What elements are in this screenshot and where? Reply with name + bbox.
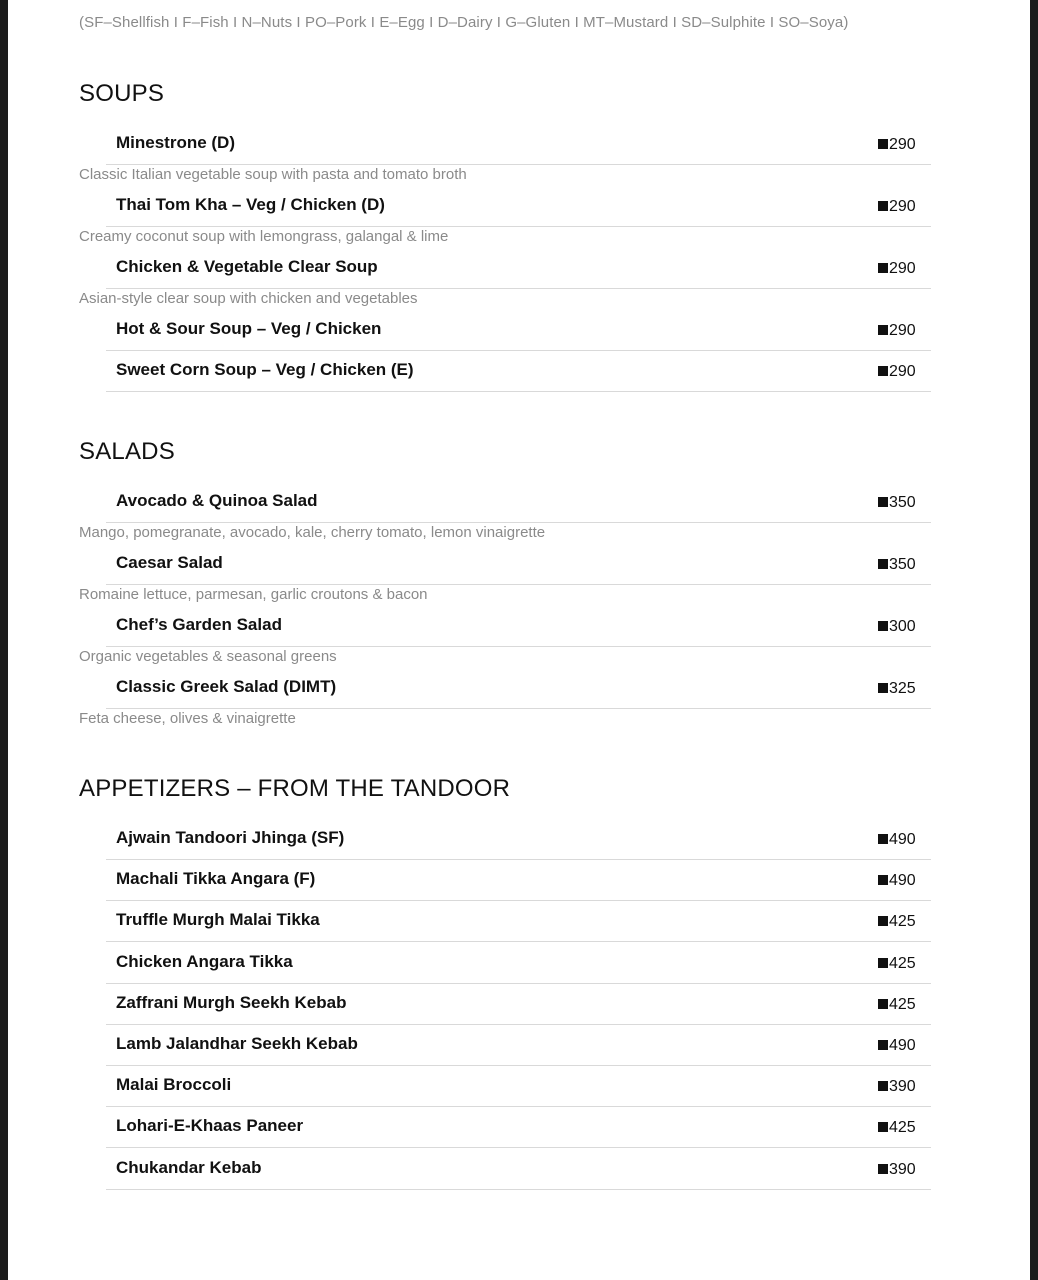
item-divider [106, 646, 931, 647]
item-name: Lamb Jalandhar Seekh Kebab [116, 1034, 358, 1053]
currency-symbol-icon [878, 1040, 888, 1050]
item-name: Chicken & Vegetable Clear Soup [116, 257, 378, 276]
price-value: 290 [889, 198, 916, 215]
item-price [878, 260, 916, 278]
item-divider [106, 1065, 931, 1066]
price-value: 425 [889, 954, 916, 972]
item-description: Romaine lettuce, parmesan, garlic croutons & bacon [79, 586, 428, 603]
item-price [878, 1161, 916, 1179]
currency-symbol-icon [878, 1164, 888, 1174]
item-divider [106, 584, 931, 585]
item-divider [106, 1024, 931, 1025]
item-price [878, 494, 916, 512]
item-name: Truffle Murgh Malai Tikka [116, 910, 320, 930]
item-divider [106, 1106, 931, 1107]
currency-symbol-icon [878, 559, 888, 569]
price-value: 290 [889, 260, 916, 277]
currency-symbol-icon [878, 497, 888, 507]
item-divider [106, 983, 931, 984]
item-name: Chicken Angara Tikka [116, 951, 293, 971]
item-description: Creamy coconut soup with lemongrass, galangal & lime [79, 228, 449, 245]
item-name: Lohari-E-Khaas Paneer [116, 1116, 304, 1136]
currency-symbol-icon [878, 875, 888, 885]
item-divider [106, 708, 931, 709]
item-price [878, 1037, 916, 1055]
item-price [878, 363, 916, 381]
menu-page [8, 0, 1030, 1280]
currency-symbol-icon [878, 325, 888, 335]
price-value: 325 [889, 680, 916, 697]
item-name: Thai Tom Kha – Veg / Chicken (D) [116, 195, 385, 214]
currency-symbol-icon [878, 916, 888, 926]
price-value: 425 [889, 1119, 916, 1137]
currency-symbol-icon [878, 366, 888, 376]
item-name: Malai Broccoli [116, 1075, 232, 1095]
price-value: 490 [889, 831, 916, 848]
item-name: Minestrone (D) [116, 133, 235, 152]
item-name: Avocado & Quinoa Salad [116, 491, 318, 510]
item-name: Hot & Sour Soup – Veg / Chicken [116, 319, 382, 338]
price-value: 300 [889, 618, 916, 635]
item-divider [106, 164, 931, 165]
currency-symbol-icon [878, 999, 888, 1009]
item-divider [106, 391, 931, 392]
item-price [878, 618, 916, 636]
currency-symbol-icon [878, 958, 888, 968]
currency-symbol-icon [878, 201, 888, 211]
price-value: 490 [889, 872, 916, 890]
section-title: APPETIZERS – FROM THE TANDOOR [79, 775, 511, 802]
price-value: 290 [889, 322, 916, 339]
item-price [878, 831, 916, 849]
item-price [878, 322, 916, 340]
item-description: Asian-style clear soup with chicken and vegetables [79, 290, 418, 307]
item-name: Zaffrani Murgh Seekh Kebab [116, 992, 347, 1012]
currency-symbol-icon [878, 834, 888, 844]
item-price [878, 913, 916, 931]
item-name: Chukandar Kebab [116, 1157, 262, 1177]
price-value: 290 [889, 136, 916, 153]
item-divider [106, 226, 931, 227]
item-divider [106, 1189, 931, 1190]
price-value: 390 [889, 1078, 916, 1096]
item-description: Organic vegetables & seasonal greens [79, 648, 337, 665]
price-value: 350 [889, 494, 916, 511]
item-price [878, 872, 916, 890]
item-price [878, 198, 916, 216]
price-value: 490 [889, 1037, 916, 1054]
item-description: Feta cheese, olives & vinaigrette [79, 710, 296, 727]
item-divider [106, 522, 931, 523]
item-divider [106, 288, 931, 289]
item-name: Sweet Corn Soup – Veg / Chicken (E) [116, 360, 414, 380]
item-divider [106, 350, 931, 351]
item-divider [106, 859, 931, 860]
currency-symbol-icon [878, 263, 888, 273]
item-price [878, 955, 916, 973]
item-description: Mango, pomegranate, avocado, kale, cherry tomato, lemon vinaigrette [79, 524, 546, 541]
section-title: SOUPS [79, 80, 165, 107]
item-name: Classic Greek Salad (DIMT) [116, 677, 337, 696]
currency-symbol-icon [878, 621, 888, 631]
currency-symbol-icon [878, 139, 888, 149]
item-price [878, 136, 916, 154]
item-divider [106, 900, 931, 901]
item-price [878, 1119, 916, 1137]
item-divider [106, 941, 931, 942]
item-name: Chef’s Garden Salad [116, 615, 282, 634]
item-name: Caesar Salad [116, 553, 223, 572]
item-name: Machali Tikka Angara (F) [116, 869, 316, 889]
item-price [878, 1078, 916, 1096]
price-value: 425 [889, 913, 916, 931]
item-price [878, 556, 916, 574]
currency-symbol-icon [878, 683, 888, 693]
price-value: 425 [889, 995, 916, 1013]
allergen-legend: (SF–Shellfish I F–Fish I N–Nuts I PO–Pork I E–Egg I D–Dairy I G–Gluten I MT–Mustard I SD–Sulphite I SO–Soya) [79, 14, 849, 31]
item-name: Ajwain Tandoori Jhinga (SF) [116, 828, 345, 847]
item-description: Classic Italian vegetable soup with pasta and tomato broth [79, 166, 467, 183]
currency-symbol-icon [878, 1081, 888, 1091]
price-value: 350 [889, 556, 916, 573]
currency-symbol-icon [878, 1122, 888, 1132]
section-title: SALADS [79, 438, 175, 465]
price-value: 390 [889, 1160, 916, 1178]
item-price [878, 680, 916, 698]
item-divider [106, 1147, 931, 1148]
item-price [878, 996, 916, 1014]
price-value: 290 [889, 363, 916, 381]
